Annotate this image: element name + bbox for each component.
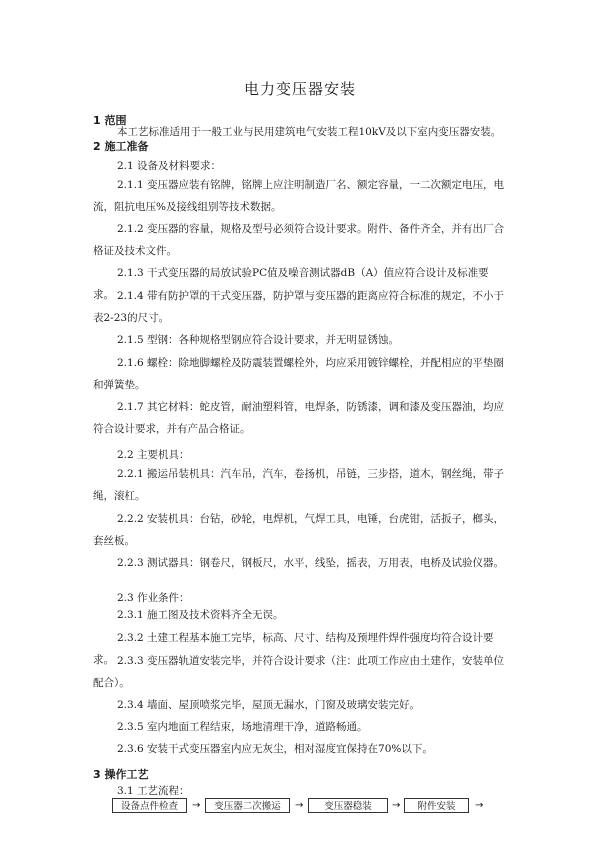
paragraph-2-1-6: 2.1.6 螺栓：除地脚螺栓及防震装置螺栓外，均应采用镀锌螺栓，并配相应的平垫圈和弹簧垫。	[93, 357, 505, 391]
flow-step-inspection: 设备点件检查	[112, 798, 187, 813]
flow-step-accessories: 附件安装	[404, 798, 469, 813]
flow-arrow: →	[192, 800, 201, 811]
paragraph-2-3-6: 2.3.6 安装干式变压器室内应无灰尘，相对湿度宜保持在70%以下。	[117, 743, 433, 755]
flow-arrow: →	[475, 800, 484, 811]
paragraph-2-1-2: 2.1.2 变压器的容量，规格及型号必须符合设计要求。附件、备件齐全，并有出厂合格证及技术文件。	[93, 223, 505, 257]
subheading-equipment-materials: 2.1 设备及材料要求：	[117, 160, 222, 172]
section-heading-preparation: 2 施工准备	[93, 140, 149, 153]
flow-arrow: →	[295, 800, 304, 811]
section-heading-operation: 3 操作工艺	[93, 768, 149, 781]
paragraph-2-3-3: 2.3.3 变压器轨道安装完毕，并符合设计要求（注：此项工作应由土建作，安装单位配合）。	[93, 655, 505, 689]
paragraph-2-3-1: 2.3.1 施工图及技术资料齐全无误。	[117, 609, 284, 621]
paragraph-2-1-4: 2.1.4 带有防护罩的干式变压器，防护罩与变压器的距离应符合标准的规定，不小于表2-23的尺寸。	[93, 290, 505, 324]
paragraph-2-1-1: 2.1.1 变压器应装有铭牌，铭牌上应注明制造厂名、额定容量，一二次额定电压，电流，阻抗电压%及接线组别等技术数据。	[93, 179, 505, 213]
paragraph-2-1-5: 2.1.5 型钢：各种规格型钢应符合设计要求，并无明显锈蚀。	[117, 334, 400, 346]
paragraph-2-3-4: 2.3.4 墙面、屋顶喷浆完毕，屋顶无漏水，门窗及玻璃安装完好。	[117, 699, 421, 711]
subheading-work-conditions: 2.3 作业条件：	[117, 592, 190, 604]
paragraph-2-1-7: 2.1.7 其它材料：蛇皮管，耐油塑料管，电焊条，防锈漆，调和漆及变压器油，均应符合设计要求，并有产品合格证。	[93, 401, 505, 435]
paragraph-2-2-2: 2.2.2 安装机具：台钻，砂轮，电焊机，气焊工具，电锤，台虎钳，活扳子，榔头，套丝板。	[93, 513, 505, 547]
paragraph-2-2-1: 2.2.1 搬运吊装机具：汽车吊，汽车，卷扬机，吊链，三步搭，道木，钢丝绳，带子绳，滚杠。	[93, 468, 505, 502]
paragraph-2-3-5: 2.3.5 室内地面工程结束，场地清理干净，道路畅通。	[117, 721, 368, 733]
paragraph-2-3-2: 2.3.2 土建工程基本施工完毕，标高、尺寸、结构及预埋件焊件强度均符合设计要求。	[93, 632, 494, 666]
subheading-process-flow: 3.1 工艺流程：	[117, 785, 190, 797]
subheading-main-tools: 2.2 主要机具：	[117, 449, 190, 461]
paragraph-2-1-3: 2.1.3 干式变压器的局放试验PC值及噪音测试器dB（A）值应符合设计及标准要求。	[93, 267, 489, 301]
paragraph-2-2-3: 2.2.3 测试器具：钢卷尺，钢板尺，水平，线坠，摇表，万用表，电桥及试验仪器。	[117, 557, 505, 569]
flow-arrow: →	[392, 800, 401, 811]
paragraph-scope: 本工艺标准适用于一般工业与民用建筑电气安装工程10kV及以下室内变压器安装。	[117, 126, 502, 138]
section-heading-scope: 1 范围	[93, 114, 127, 127]
flow-step-positioning: 变压器稳装	[308, 798, 388, 813]
flow-step-secondary-transport: 变压器二次搬运	[205, 798, 290, 813]
page-title: 电力变压器安装	[243, 80, 356, 98]
